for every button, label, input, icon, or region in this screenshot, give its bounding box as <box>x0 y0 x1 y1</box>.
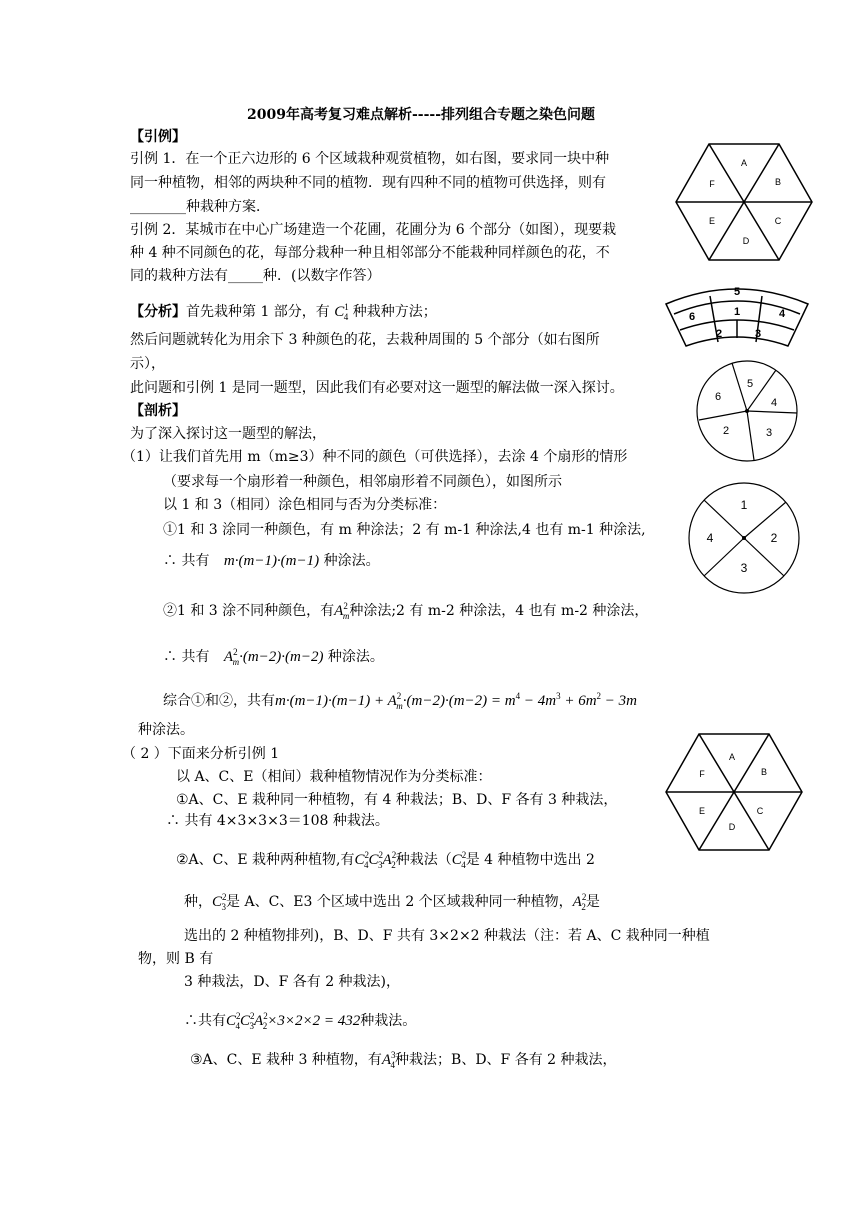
analysis-heading: 【分析】 <box>130 304 186 320</box>
hex2-label-d: D <box>728 822 736 832</box>
formula-c42c32a22: $C^2_4C^2_3A^2_2$ <box>354 850 397 870</box>
part2-heading: （ 2 ）下面来分析引例 1 <box>122 746 280 762</box>
part2-q4: ∴ 共有 4×3×3×3＝108 种栽法。 <box>166 813 389 829</box>
circle4-label-4: 4 <box>706 531 714 545</box>
fan-label-3: 3 <box>754 328 762 340</box>
analysis-line4: 此问题和引例 1 是同一题型，因此我们有必要对这一题型的解法做一深入探讨。 <box>130 380 624 396</box>
part2-q10 <box>184 1007 416 1035</box>
dissection-p5: ①1 和 3 涂同一种颜色，有 m 种涂法；2 有 m-1 种涂法,4 也有 m-1 种涂法, <box>163 522 646 538</box>
formula-case1: m·(m−1)·(m−1) <box>223 553 320 569</box>
part2-q11 <box>190 1046 617 1074</box>
circle4-label-3: 3 <box>740 561 748 575</box>
p8-tail: 种涂法。 <box>327 649 384 665</box>
dissection-p4: 以 1 和 3（相同）涂色相同与否为分类标准： <box>163 497 447 513</box>
example2-line3: 同的栽种方法有_____种．(以数字作答） <box>130 268 381 284</box>
hex1-label-c: C <box>774 216 782 226</box>
part2-q6 <box>184 888 600 916</box>
formula-case2: $A^2_m\cdot(m-2)\cdot(m-2)$ <box>223 647 324 667</box>
example1-line3: ________种栽种方案． <box>130 199 270 215</box>
dissection-p7 <box>163 597 648 625</box>
formula-a22: $A^2_2$ <box>572 892 587 912</box>
p9-lead: 综合①和②，共有 <box>163 693 275 709</box>
analysis-text-a: 首先栽种第 1 部分，有 <box>186 304 330 320</box>
q10-lead: ∴共有 <box>184 1013 226 1029</box>
part2-q9: 3 种栽法，D、F 各有 2 种栽法)， <box>184 974 401 990</box>
fan-figure <box>662 280 812 352</box>
section-heading-dissection: 【剖析】 <box>130 403 186 419</box>
part2-q5 <box>176 846 595 874</box>
formula-432: $C^2_4C^2_3A^2_2\times 3\times 2\times 2 = 432$ <box>226 1011 361 1031</box>
analysis-line2: 然后问题就转化为用余下 3 种颜色的花，去栽种周围的 5 个部分（如右图所 <box>130 332 600 348</box>
q11-lead: ③A、C、E 栽种 3 种植物，有 <box>190 1052 382 1068</box>
hex2-label-f: F <box>699 769 705 779</box>
dissection-p10: 种涂法。 <box>138 722 194 738</box>
example2-line2: 种 4 种不同颜色的花，每部分栽种一种且相邻部分不能栽种同样颜色的花，不 <box>130 245 610 261</box>
circle6-label-2: 2 <box>722 425 730 437</box>
p6-tail: 种涂法。 <box>323 553 380 569</box>
circle4-label-1: 1 <box>740 498 748 512</box>
circle-four-sector-figure <box>686 480 802 596</box>
fan-label-6: 6 <box>688 311 696 323</box>
fan-label-1: 1 <box>733 306 741 318</box>
fan-label-5: 5 <box>733 286 741 298</box>
dissection-p3: （要求每一个扇形着一种颜色，相邻扇形着不同颜色），如图所示 <box>163 474 562 490</box>
dissection-p2: （1）让我们首先用 m（m≥3）种不同的颜色（可供选择），去涂 4 个扇形的情形 <box>122 449 628 465</box>
q10-tail: 种栽法。 <box>360 1013 417 1029</box>
circle6-label-6: 6 <box>714 391 722 403</box>
q5-lead: ②A、C、E 栽种两种植物,有 <box>176 852 355 868</box>
example1-line2: 同一种植物，相邻的两块种不同的植物．现有四种不同的植物可供选择，则有 <box>130 175 606 191</box>
formula-c41: $C^1_4$ <box>334 302 349 322</box>
hex2-label-e: E <box>698 806 706 816</box>
p7-tail: 种涂法;2 有 m-2 种涂法，4 也有 m-2 种涂法， <box>349 603 649 619</box>
part2-q8: 物，则 B 有 <box>138 951 214 967</box>
p6-lead: ∴ 共有 <box>163 553 210 569</box>
fan-label-2: 2 <box>715 328 723 340</box>
q6-lead: 种， <box>184 894 212 910</box>
circle6-label-4: 4 <box>770 397 778 409</box>
hex1-label-d: D <box>742 236 750 246</box>
analysis-line1 <box>130 298 437 326</box>
circle6-label-3: 3 <box>765 427 773 439</box>
example2-line1: 引例 2．某城市在中心广场建造一个花圃，花圃分为 6 个部分（如图），现要栽 <box>130 222 617 238</box>
circle-five-sector-figure <box>694 358 800 464</box>
page-title: 2009年高考复习难点解析-----排列组合专题之染色问题 <box>247 107 596 123</box>
part2-q3: ①A、C、E 栽种同一种植物，有 4 种栽法；B、D、F 各有 3 种栽法， <box>176 792 618 808</box>
hex1-label-e: E <box>708 216 716 226</box>
circle4-label-2: 2 <box>770 531 778 545</box>
section-heading-examples: 【引例】 <box>130 129 186 145</box>
formula-total: $m\cdot(m-1)\cdot(m-1) + A^2_m\cdot(m-2)\cdot(m-2) = m^4 - 4m^3 + 6m^2 - 3m$ <box>275 691 638 711</box>
formula-c42: $C^2_4$ <box>451 850 467 870</box>
formula-a43: $A^3_4$ <box>381 1050 396 1070</box>
dissection-p8 <box>163 643 384 671</box>
hexagon-figure-2 <box>664 730 804 855</box>
part2-q7: 选出的 2 种植物排列)，B、D、F 共有 3×2×2 种栽法（注：若 A、C 栽种同一种植 <box>184 928 710 944</box>
q5-mid: 种栽法（ <box>395 852 452 868</box>
fan-label-4: 4 <box>778 308 786 320</box>
q5-tail: 是 4 种植物中选出 2 <box>465 852 595 868</box>
q6-tail: 是 <box>585 894 600 910</box>
example1-line1: 引例 1．在一个正六边形的 6 个区域栽种观赏植物，如右图，要求同一块中种 <box>130 151 610 167</box>
q6-mid: 是 A、C、E3 个区域中选出 2 个区域栽种同一种植物， <box>226 894 573 910</box>
hex2-label-c: C <box>756 806 764 816</box>
formula-c32: $C^2_3$ <box>212 892 227 912</box>
hex1-label-a: A <box>740 158 748 168</box>
hex1-label-f: F <box>709 179 715 189</box>
dissection-p6 <box>163 552 380 570</box>
hex1-label-b: B <box>774 177 782 187</box>
analysis-text-b: 种栽种方法； <box>352 304 437 320</box>
hex2-label-b: B <box>760 767 768 777</box>
circle6-label-5: 5 <box>746 378 754 390</box>
analysis-line3: 示）， <box>130 356 165 372</box>
formula-am2: $A^2_m$ <box>334 601 350 621</box>
part2-q2: 以 A、C、E（相间）栽种植物情况作为分类标准： <box>176 769 492 785</box>
hexagon-figure-1 <box>674 140 814 265</box>
p7-lead: ②1 和 3 涂不同种颜色，有 <box>163 603 335 619</box>
dissection-p1: 为了深入探讨这一题型的解法， <box>130 426 326 442</box>
q11-tail: 种栽法；B、D、F 各有 2 种栽法， <box>395 1052 617 1068</box>
p8-lead: ∴ 共有 <box>163 649 210 665</box>
dissection-p9 <box>163 687 637 715</box>
hex2-label-a: A <box>728 752 736 762</box>
